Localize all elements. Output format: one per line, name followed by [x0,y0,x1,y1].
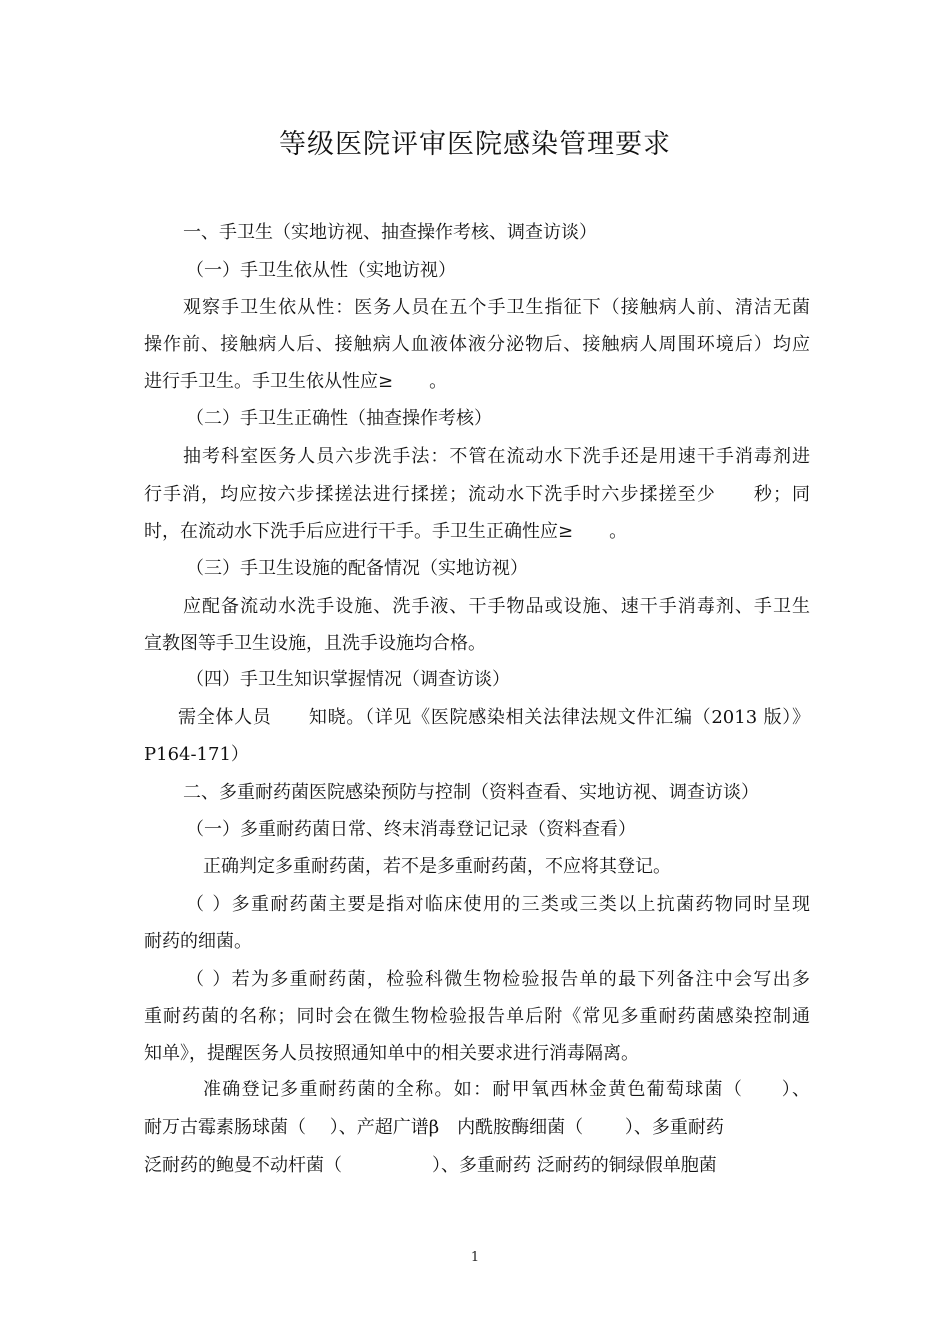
document-title: 等级医院评审医院感染管理要求 [279,129,671,160]
subheading-knowledge: （四）手卫生知识掌握情况（调查访谈） [186,669,510,690]
paragraph-line: 宣教图等手卫生设施，且洗手设施均合格。 [144,633,486,654]
paragraph-line: P164-171） [144,744,249,765]
paragraph-line: 知单》，提醒医务人员按照通知单中的相关要求进行消毒隔离。 [144,1043,639,1064]
subheading-compliance: （一）手卫生依从性（实地访视） [186,260,456,281]
paragraph-line: 需全体人员 知晓。（详见《医院感染相关法律法规文件汇编（2013 版）》 [178,707,810,728]
subheading-mdro-records: （一）多重耐药菌日常、终末消毒登记记录（资料查看） [186,819,636,840]
subheading-correctness: （二）手卫生正确性（抽查操作考核） [186,408,492,429]
paragraph-line: （ ）若为多重耐药菌，检验科微生物检验报告单的最下列备注中会写出多 [186,969,810,990]
paragraph-line: 应配备流动水洗手设施、洗手液、干手物品或设施、速干手消毒剂、手卫生 [183,596,810,617]
paragraph-line: 观察手卫生依从性：医务人员在五个手卫生指征下（接触病人前、清洁无菌 [183,297,810,318]
paragraph-line: 重耐药菌的名称；同时会在微生物检验报告单后附《常见多重耐药菌感染控制通 [144,1006,810,1027]
paragraph-line: 耐万古霉素肠球菌（ ）、产超广谱β 内酰胺酶细菌（ ）、多重耐药 [144,1117,724,1138]
section-heading-hand-hygiene: 一、手卫生（实地访视、抽查操作考核、调查访谈） [183,222,597,243]
paragraph-line: 操作前、接触病人后、接触病人血液体液分泌物后、接触病人周围环境后）均应 [144,334,810,355]
section-heading-mdro: 二、多重耐药菌医院感染预防与控制（资料查看、实地访视、调查访谈） [183,782,759,803]
paragraph-line: （ ）多重耐药菌主要是指对临床使用的三类或三类以上抗菌药物同时呈现 [186,894,810,915]
paragraph-line: 进行手卫生。手卫生依从性应≥ 。 [144,371,448,392]
paragraph-line: 正确判定多重耐药菌，若不是多重耐药菌，不应将其登记。 [203,856,671,877]
paragraph-line: 抽考科室医务人员六步洗手法：不管在流动水下洗手还是用速干手消毒剂进 [183,446,810,467]
paragraph-line: 时，在流动水下洗手后应进行干手。手卫生正确性应≥ 。 [144,521,628,542]
paragraph-line: 耐药的细菌。 [144,931,252,952]
page-number: 1 [470,1250,480,1265]
paragraph-line: 准确登记多重耐药菌的全称。如：耐甲氧西林金黄色葡萄球菌（ ）、 [203,1079,810,1100]
subheading-facilities: （三）手卫生设施的配备情况（实地访视） [186,558,528,579]
paragraph-line: 泛耐药的鲍曼不动杆菌（ ）、多重耐药 泛耐药的铜绿假单胞菌 [144,1155,717,1176]
paragraph-line: 行手消，均应按六步揉搓法进行揉搓；流动水下洗手时六步揉搓至少 秒；同 [144,484,810,505]
